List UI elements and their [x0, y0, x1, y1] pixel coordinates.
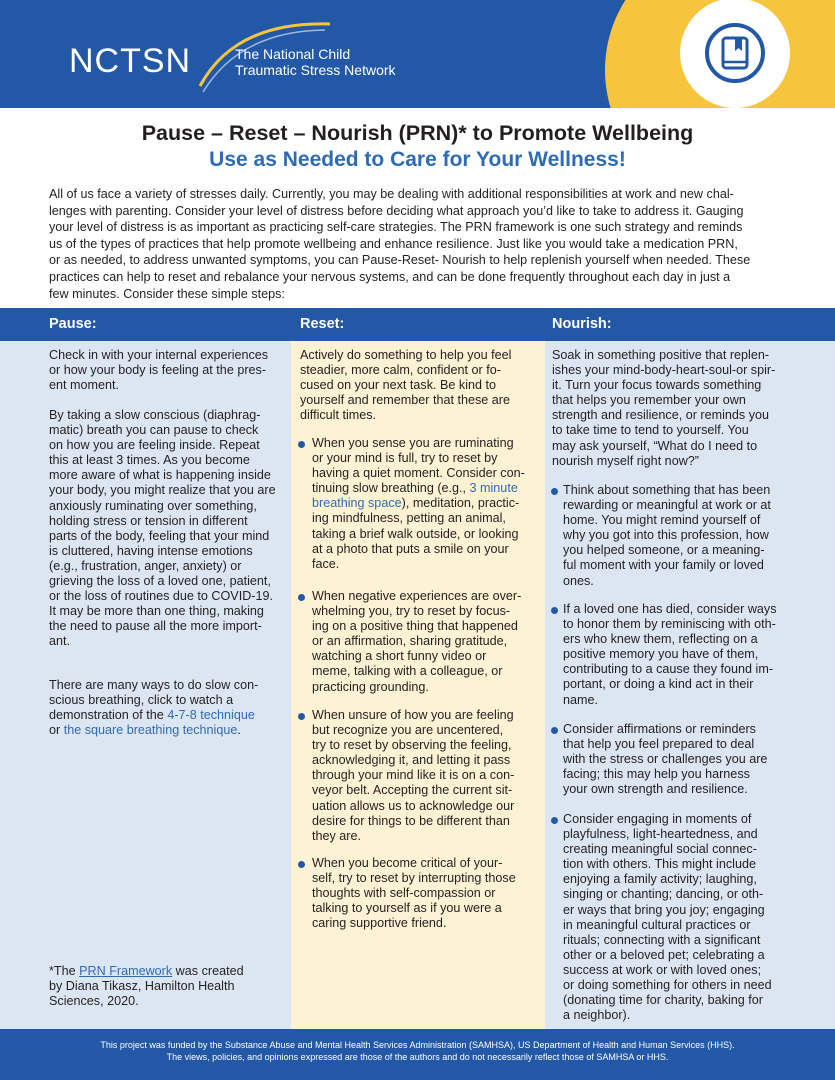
org-name-line2: Traumatic Stress Network: [235, 62, 396, 78]
text-line: (donating time for charity, baking for: [563, 993, 763, 1008]
text-line: through your mind like it is on a con-: [312, 768, 515, 783]
text-line: [49, 723, 283, 738]
text-line: having a quiet moment. Consider con-: [312, 466, 525, 481]
text-line: ers who knew them, reflecting on a: [563, 632, 758, 647]
text-line: [49, 964, 283, 979]
text-line: this at least 3 times. As you become: [49, 453, 250, 468]
footer-banner: [0, 1029, 835, 1080]
text-line: to take time to tend to yourself. You: [552, 423, 749, 438]
reset-heading: Reset:: [300, 316, 345, 332]
text-line: When unsure of how you are feeling: [312, 708, 514, 722]
text-line: whelming you, try to reset by focus-: [312, 604, 511, 619]
reset-bullet: [312, 589, 536, 695]
text-line: veyor belt. Accepting the current sit-: [312, 783, 513, 798]
nourish-paragraph: [552, 348, 787, 469]
pause-heading: Pause:: [49, 316, 97, 332]
text-line: at a photo that puts a smile on your: [312, 541, 509, 556]
page-title: Pause – Reset – Nourish (PRN)* to Promote Wellbeing: [141, 121, 694, 145]
bullet-icon: [551, 488, 558, 495]
text-line: on how you are feeling inside. Repeat: [49, 438, 260, 453]
intro-line: or as needed, to address unwanted symptoms, you can Pause-Reset- Nourish to help replenish yourself when needed. These: [49, 253, 751, 268]
text-line: rewarding or meaningful at work or at: [563, 498, 771, 513]
text-line: playfulness, light-heartedness, and: [563, 827, 758, 842]
text-line: in meaningful cultural practices or: [563, 917, 751, 932]
pause-paragraph: [49, 348, 283, 393]
text-line: [312, 496, 536, 511]
text-line: self, try to reset by interrupting those: [312, 871, 516, 886]
text-line: or an affirmation, sharing gratitude,: [312, 634, 508, 649]
text-line: ing mindfulness, petting an animal,: [312, 511, 506, 526]
text-line: difficult times.: [300, 408, 377, 423]
text-line: ones.: [563, 573, 594, 588]
text-line: er ways that bring you joy; engaging: [563, 902, 765, 917]
text-line: a neighbor).: [563, 1008, 631, 1023]
text-line: is cluttered, having intense emotions: [49, 543, 253, 558]
text-line: they are.: [312, 828, 362, 843]
text-line: When negative experiences are over-: [312, 589, 522, 603]
text-line: rituals; connecting with a significant: [563, 932, 761, 947]
nourish-bullet: [563, 483, 787, 589]
bullet-icon: [551, 607, 558, 614]
text-line: anxiously ruminating over something,: [49, 498, 257, 513]
intro-paragraph: [49, 186, 787, 302]
text-line: taking a brief walk outside, or looking: [312, 526, 519, 541]
text-line: the need to pause all the more import-: [49, 619, 262, 634]
text-line: strength and resilience, or reminds you: [552, 408, 770, 423]
reset-bullet: [312, 856, 536, 931]
text-line: ent moment.: [49, 378, 119, 393]
text-line: face.: [312, 556, 340, 571]
prn-footnote: [49, 964, 283, 1009]
text-line: ant.: [49, 634, 71, 649]
text-line: your body, you might realize that you are: [49, 483, 276, 498]
text-segment: tinuing slow breathing (e.g.,: [312, 481, 470, 496]
text-line: portant, or doing a kind act in their: [563, 677, 754, 692]
text-line: matic) breath you can pause to check: [49, 423, 259, 438]
text-line: that help you feel prepared to deal: [563, 737, 755, 752]
text-line: your own strength and resilience.: [563, 782, 748, 797]
text-line: [49, 708, 283, 723]
intro-line: few minutes. Consider these simple steps:: [49, 286, 285, 301]
text-line: to honor them by reminiscing with oth-: [563, 617, 776, 632]
text-line: (e.g., frustration, anger, anxiety) or: [49, 558, 242, 573]
bullet-icon: [551, 817, 558, 824]
text-line: [312, 481, 536, 496]
pause-paragraph: [49, 408, 283, 650]
text-line: practicing grounding.: [312, 679, 429, 694]
text-line: uation allows us to acknowledge our: [312, 798, 515, 813]
text-line: parts of the body, feeling that your mind: [49, 528, 270, 543]
logo-wordmark: NCTSN: [69, 42, 192, 80]
page-subtitle: Use as Needed to Care for Your Wellness!: [209, 148, 626, 171]
bullet-icon: [298, 713, 305, 720]
intro-line: your level of distress is as important as practicing self-care strategies. The PRN framework is one such strategy and reminds: [49, 220, 743, 235]
text-line: with the stress or challenges you are: [563, 752, 768, 767]
text-line: When you become critical of your-: [312, 856, 503, 870]
text-line: holding stress or tension in different: [49, 513, 248, 528]
text-line: Check in with your internal experiences: [49, 348, 269, 362]
org-name-line1: The National Child: [235, 46, 351, 62]
text-line: creating meaningful social connec-: [563, 842, 757, 857]
478-technique-link[interactable]: 4-7-8 technique: [167, 708, 255, 723]
text-line: more aware of what is happening inside: [49, 468, 271, 483]
text-line: When you sense you are ruminating: [312, 436, 514, 450]
text-line: you helped someone, or a meaning-: [563, 543, 765, 558]
text-line: other or a beloved pet; celebrating a: [563, 947, 765, 962]
text-line: or how your body is feeling at the pres-: [49, 363, 267, 378]
text-line: scious breathing, click to watch a: [49, 693, 234, 708]
text-line: If a loved one has died, consider ways: [563, 602, 777, 616]
intro-line: lenges with parenting. Consider your level of distress before deciding what approach you’d like to take to address it. Gauging: [49, 203, 744, 218]
footer-disclaimer-text: The views, policies, and opinions expressed are those of the authors and do not necessarily reflect those of SAMHSA or HHS.: [166, 1052, 669, 1062]
breathing-space-link[interactable]: 3 minute: [469, 481, 518, 496]
nourish-bullet: [563, 722, 787, 797]
text-line: ishes your mind-body-heart-soul-or spir-: [552, 363, 776, 378]
text-line: Soak in something positive that replen-: [552, 348, 770, 362]
column-header-band: [0, 308, 835, 341]
text-line: singing or chanting; dancing, or oth-: [563, 887, 764, 902]
text-line: or doing something for others in need: [563, 978, 772, 993]
bullet-icon: [298, 861, 305, 868]
text-line: nourish myself right now?”: [552, 453, 699, 468]
text-segment: demonstration of the: [49, 708, 168, 723]
text-line: that helps you remember your own: [552, 393, 746, 408]
text-line: Sciences, 2020.: [49, 994, 139, 1009]
text-line: positive memory you have of them,: [563, 647, 759, 662]
text-line: thoughts with self-compassion or: [312, 886, 496, 901]
bullet-icon: [298, 594, 305, 601]
footer-funding-text: This project was funded by the Substance Abuse and Mental Health Services Administration (SAMHSA), US Department of Health and Human Services (HHS).: [100, 1040, 735, 1050]
text-line: or the loss of routines due to COVID-19.: [49, 589, 274, 604]
intro-line: practices can help to reset and rebalance your nervous systems, and can be done frequently throughout each day in just a: [49, 269, 731, 284]
book-icon: [705, 23, 765, 83]
text-line: name.: [563, 692, 599, 707]
text-line: cused on your next task. Be kind to: [300, 378, 497, 393]
text-line: tion with others. This might include: [563, 857, 756, 872]
text-line: contributing to a cause they found im-: [563, 662, 774, 677]
text-segment: ), meditation, practic-: [401, 496, 520, 511]
text-line: steadier, more calm, confident or fo-: [300, 363, 501, 378]
text-line: but recognize you are uncentered,: [312, 723, 504, 738]
text-line: desire for things to be different than: [312, 813, 510, 828]
text-line: caring supportive friend.: [312, 916, 447, 931]
text-line: Consider affirmations or reminders: [563, 722, 756, 736]
breathing-space-link[interactable]: breathing space: [312, 496, 402, 511]
text-line: ing on a positive thing that happened: [312, 619, 518, 634]
reset-bullet: [312, 436, 536, 572]
text-line: Actively do something to help you feel: [300, 348, 512, 362]
text-line: it. Turn your focus towards something: [552, 378, 762, 393]
reset-paragraph: [300, 348, 536, 423]
text-line: meme, talking with a colleague, or: [312, 664, 503, 679]
text-line: talking to yourself as if you were a: [312, 901, 502, 916]
text-line: It may be more than one thing, making: [49, 604, 264, 619]
reset-bullet: [312, 708, 536, 844]
text-line: by Diana Tikasz, Hamilton Health: [49, 979, 235, 994]
bullet-icon: [551, 727, 558, 734]
text-line: watching a short funny video or: [312, 649, 487, 664]
text-line: home. You might remind yourself of: [563, 513, 761, 528]
intro-line: us of the types of practices that help promote wellbeing and enhance resilience. Just like you would take a medication PRN,: [49, 236, 738, 251]
text-segment: *The: [49, 964, 80, 978]
text-line: Think about something that has been: [563, 483, 771, 497]
intro-line: All of us face a variety of stresses daily. Currently, you may be dealing with additional responsibilities at work and new chal-: [49, 187, 734, 201]
text-line: grieving the loss of a loved one, patient,: [49, 574, 271, 589]
text-line: why you got into this profession, how: [563, 528, 769, 543]
text-line: By taking a slow conscious (diaphrag-: [49, 408, 261, 422]
text-segment: or: [49, 723, 64, 738]
nourish-heading: Nourish:: [552, 316, 612, 332]
text-line: facing; this may help you harness: [563, 767, 750, 782]
text-line: enjoying a family activity; laughing,: [563, 872, 757, 887]
pause-paragraph: [49, 678, 283, 738]
text-line: ful moment with your family or loved: [563, 558, 764, 573]
square-breathing-link[interactable]: the square breathing technique: [63, 723, 238, 738]
text-line: Consider engaging in moments of: [563, 812, 752, 826]
text-line: yourself and remember that these are: [300, 393, 511, 408]
text-line: try to reset by observing the feeling,: [312, 738, 512, 753]
text-line: or your mind is full, try to reset by: [312, 451, 498, 466]
org-name: [235, 46, 396, 78]
text-line: may ask yourself, “What do I need to: [552, 438, 758, 453]
bullet-icon: [298, 441, 305, 448]
nourish-bullet: [563, 812, 787, 1023]
text-segment: was created: [172, 964, 244, 978]
text-segment: .: [237, 723, 241, 738]
text-line: There are many ways to do slow con-: [49, 678, 259, 692]
text-line: success at work or with loved ones;: [563, 962, 762, 977]
text-line: acknowledging it, and letting it pass: [312, 753, 511, 768]
nourish-bullet: [563, 602, 787, 708]
prn-framework-link[interactable]: PRN Framework: [79, 964, 173, 978]
